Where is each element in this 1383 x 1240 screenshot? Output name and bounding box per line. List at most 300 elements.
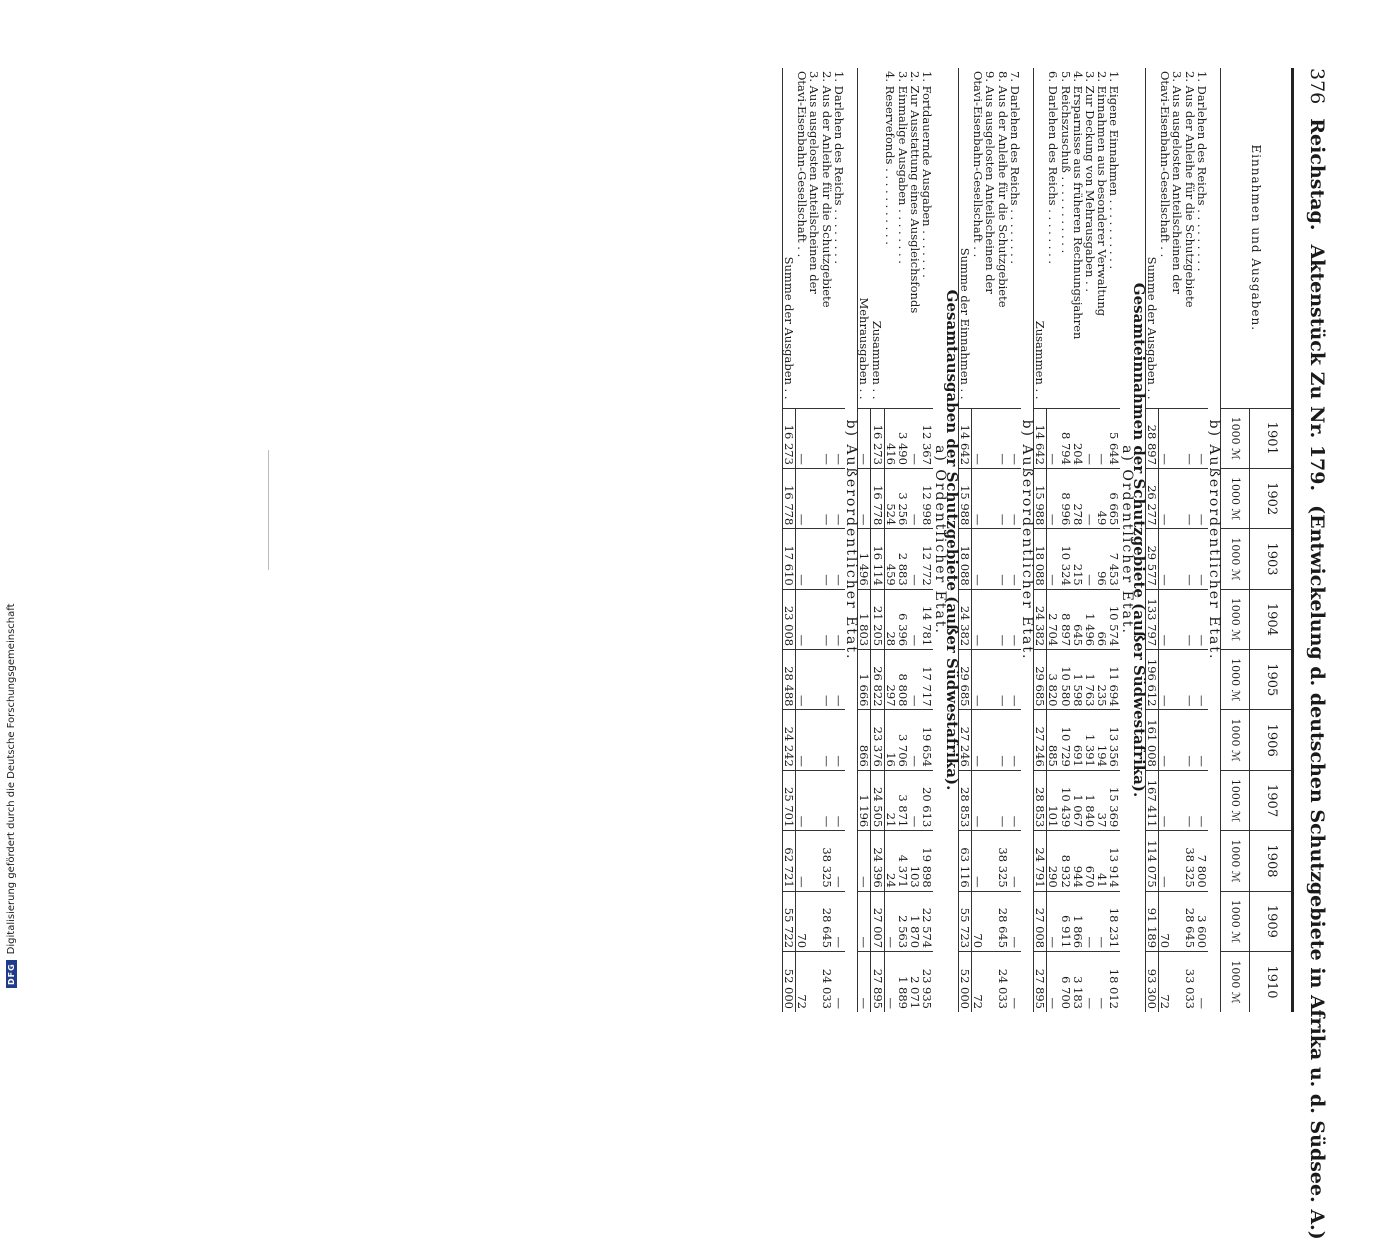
- table-cell: 8 996: [1059, 468, 1071, 528]
- table-cell: 645: [1072, 589, 1084, 649]
- page-header: [1296, 68, 1328, 1240]
- year-header: 1901: [1250, 408, 1291, 468]
- table-cell: 101: [1047, 770, 1060, 830]
- row-label: 1. Darlehen des Reichs . . . . . . . . .: [1194, 71, 1209, 272]
- table-cell: 72: [796, 952, 809, 1012]
- table-cell: —: [1158, 408, 1171, 468]
- table-cell: [984, 468, 996, 528]
- table-cell: —: [796, 408, 809, 468]
- table-cell: 37: [1096, 770, 1108, 830]
- table-cell: —: [858, 952, 871, 1012]
- row-label: 6. Darlehen des Reichs . . . . . . . .: [1045, 71, 1060, 265]
- table-cell: 16 273: [871, 408, 884, 468]
- table-cell: 14 781: [921, 589, 933, 649]
- table-cell: —: [796, 589, 809, 649]
- table-row: [796, 68, 809, 1012]
- table-cell: 10 580: [1059, 650, 1071, 710]
- table-cell: —: [971, 710, 984, 770]
- table-cell: 524: [884, 468, 897, 528]
- table-cell: —: [833, 529, 845, 589]
- row-label: 3. Aus ausgelosten Anteilscheinen der: [1170, 71, 1185, 294]
- table-cell: 6 396: [897, 589, 909, 649]
- table-cell: [1171, 529, 1183, 589]
- table-cell: 670: [1084, 831, 1096, 891]
- table-cell: 103: [909, 831, 921, 891]
- table-cell: 194: [1096, 710, 1108, 770]
- table-cell: 1 763: [1084, 650, 1096, 710]
- table-cell: —: [1183, 710, 1195, 770]
- table-cell: 24: [884, 831, 897, 891]
- table-cell: 18 088: [1033, 529, 1046, 589]
- table-cell: 12 998: [921, 468, 933, 528]
- table-cell: [808, 952, 820, 1012]
- table-cell: —: [1047, 952, 1060, 1012]
- table-cell: 25 701: [782, 770, 795, 830]
- unit-header: 1000 ℳ: [1221, 408, 1250, 468]
- row-label: 3. Einmalige Ausgaben . . . . . . . .: [895, 71, 910, 264]
- table-cell: 28 645: [1183, 891, 1195, 951]
- table-cell: 866: [858, 710, 871, 770]
- table-cell: —: [1047, 408, 1060, 468]
- table-cell: [1171, 770, 1183, 830]
- table-cell: 27 007: [871, 891, 884, 951]
- header-title-subject: (Entwickelung d. deutschen Schutzgebiete in Afrika u. d. Südsee. A.): [1306, 505, 1328, 1240]
- table-cell: 55 722: [782, 891, 795, 951]
- row-label: Mehrausgaben . .: [858, 68, 871, 408]
- table-cell: —: [821, 468, 833, 528]
- table-row: [897, 68, 909, 1012]
- table-cell: [1171, 468, 1183, 528]
- table-cell: —: [1196, 529, 1208, 589]
- table-cell: [808, 589, 820, 649]
- table-cell: 416: [884, 408, 897, 468]
- table-cell: 17 610: [782, 529, 795, 589]
- header-title-reichstag: Reichstag.: [1306, 118, 1328, 231]
- table-cell: 4 371: [897, 831, 909, 891]
- year-header: 1910: [1250, 952, 1291, 1012]
- table-cell: —: [796, 710, 809, 770]
- row-label: 2. Aus der Anleihe für die Schutzgebiete: [819, 71, 834, 308]
- table-cell: —: [1009, 952, 1021, 1012]
- table-cell: 28 853: [1033, 770, 1046, 830]
- table-cell: —: [909, 408, 921, 468]
- table-cell: 23 376: [871, 710, 884, 770]
- table-cell: 38 325: [1183, 831, 1195, 891]
- table-cell: 1 496: [1084, 589, 1096, 649]
- table-cell: 6 911: [1059, 891, 1071, 951]
- table-cell: —: [833, 831, 845, 891]
- table-cell: —: [833, 650, 845, 710]
- table-cell: 215: [1072, 529, 1084, 589]
- table-cell: —: [1084, 408, 1096, 468]
- table-cell: [1171, 891, 1183, 951]
- table-cell: [808, 770, 820, 830]
- table-row: [996, 68, 1008, 1012]
- table-cell: [984, 831, 996, 891]
- year-header: 1904: [1250, 589, 1291, 649]
- table-cell: 1 840: [1084, 770, 1096, 830]
- table-cell: —: [833, 952, 845, 1012]
- row-label: 7. Darlehen des Reichs . . . . . . . .: [1007, 71, 1022, 265]
- table-cell: 26 822: [871, 650, 884, 710]
- table-cell: —: [1196, 589, 1208, 649]
- table-cell: —: [1096, 408, 1108, 468]
- table-cell: —: [833, 891, 845, 951]
- section-title-text: Gesamtausgaben der Schutzgebiete (außer Südwestafrika).: [942, 289, 961, 791]
- table-cell: 1 866: [1072, 891, 1084, 951]
- year-header: 1906: [1250, 710, 1291, 770]
- table-cell: 28 645: [821, 891, 833, 951]
- table-cell: 29 685: [958, 650, 971, 710]
- table-cell: 1 196: [858, 770, 871, 830]
- unit-header: 1000 ℳ: [1221, 529, 1250, 589]
- subsection-title-text: b) Außerordentlicher Etat.: [843, 419, 860, 661]
- table-cell: —: [833, 770, 845, 830]
- table-row: [984, 68, 996, 1012]
- table-cell: 20 613: [921, 770, 933, 830]
- table-cell: 24 382: [1033, 589, 1046, 649]
- row-label: 3. Aus ausgelosten Anteilscheinen der: [807, 71, 822, 294]
- year-header: 1908: [1250, 831, 1291, 891]
- table-cell: —: [884, 952, 897, 1012]
- table-cell: 161 008: [1145, 710, 1158, 770]
- table-cell: 28 853: [958, 770, 971, 830]
- table-cell: —: [1196, 710, 1208, 770]
- table-cell: [1171, 650, 1183, 710]
- unit-header: 1000 ℳ: [1221, 831, 1250, 891]
- table-cell: 196 612: [1145, 650, 1158, 710]
- table-cell: —: [821, 408, 833, 468]
- table-cell: 38 325: [821, 831, 833, 891]
- table-cell: —: [1158, 529, 1171, 589]
- unit-header: 1000 ℳ: [1221, 710, 1250, 770]
- year-header: 1909: [1250, 891, 1291, 951]
- table-cell: —: [1158, 589, 1171, 649]
- table-cell: 13 356: [1108, 710, 1120, 770]
- table-cell: [1171, 408, 1183, 468]
- table-cell: —: [833, 468, 845, 528]
- table-cell: —: [1196, 650, 1208, 710]
- table-cell: —: [1084, 952, 1096, 1012]
- table-cell: [984, 891, 996, 951]
- year-header: 1902: [1250, 468, 1291, 528]
- table-cell: 70: [1158, 891, 1171, 951]
- row-label: 1. Eigene Einnahmen . . . . . . . . . .: [1107, 71, 1122, 270]
- table-cell: —: [796, 529, 809, 589]
- table-cell: —: [796, 650, 809, 710]
- table-cell: —: [996, 710, 1008, 770]
- table-cell: 28 897: [1145, 408, 1158, 468]
- table-cell: —: [858, 891, 871, 951]
- table-cell: 10 439: [1059, 770, 1071, 830]
- unit-header: 1000 ℳ: [1221, 770, 1250, 830]
- table-cell: 24 033: [821, 952, 833, 1012]
- table-cell: 1 067: [1072, 770, 1084, 830]
- unit-header: 1000 ℳ: [1221, 952, 1250, 1012]
- table-cell: —: [1009, 770, 1021, 830]
- table-cell: 8 932: [1059, 831, 1071, 891]
- row-label: 8. Aus der Anleihe für die Schutzgebiete: [995, 71, 1010, 308]
- sum-row: [871, 68, 884, 1012]
- row-label: Zusammen . .: [1033, 68, 1046, 408]
- credit-text: Digitalisierung gefördert durch die Deutsche Forschungsgemeinschaft: [5, 603, 17, 955]
- table-cell: —: [1196, 468, 1208, 528]
- table-cell: 5 644: [1108, 408, 1120, 468]
- gutter-line: [268, 450, 269, 570]
- table-cell: —: [1047, 468, 1060, 528]
- table-cell: —: [821, 770, 833, 830]
- section-title-text: Gesamteinnahmen der Schutzgebiete (außer Südwestafrika).: [1129, 282, 1148, 798]
- table-cell: —: [1158, 650, 1171, 710]
- table-cell: —: [1196, 952, 1208, 1012]
- table-cell: —: [1183, 650, 1195, 710]
- row-label: 9. Aus ausgelosten Anteilscheinen der: [983, 71, 998, 294]
- table-cell: 24 396: [871, 831, 884, 891]
- sum-row: [858, 68, 871, 1012]
- table-row: [1171, 68, 1183, 1012]
- table-cell: 28 488: [782, 650, 795, 710]
- table-cell: 6 665: [1108, 468, 1120, 528]
- table-cell: 24 791: [1033, 831, 1046, 891]
- table-cell: —: [971, 831, 984, 891]
- table-cell: 1 803: [858, 589, 871, 649]
- table-cell: —: [909, 710, 921, 770]
- table-cell: 23 008: [782, 589, 795, 649]
- table-cell: —: [1158, 770, 1171, 830]
- table-cell: 72: [971, 952, 984, 1012]
- table-cell: 29 685: [1033, 650, 1046, 710]
- table-cell: 27 895: [1033, 952, 1046, 1012]
- table-cell: —: [971, 468, 984, 528]
- table-cell: [808, 529, 820, 589]
- row-label: 5. Reichszuschuß . . . . . . . . . . .: [1058, 71, 1073, 254]
- table-row: [1059, 68, 1071, 1012]
- table-cell: —: [1158, 468, 1171, 528]
- table-cell: —: [909, 650, 921, 710]
- table-cell: 14 642: [958, 408, 971, 468]
- table-cell: 7 800: [1196, 831, 1208, 891]
- table-cell: [984, 589, 996, 649]
- table-cell: 93 300: [1145, 952, 1158, 1012]
- subsection-title: [1208, 68, 1221, 1012]
- table-cell: 944: [1072, 831, 1084, 891]
- table-cell: 12 367: [921, 408, 933, 468]
- row-label: 4. Ersparnisse aus früheren Rechnungsjahren: [1070, 71, 1085, 340]
- table-cell: 16 778: [782, 468, 795, 528]
- table-cell: —: [996, 529, 1008, 589]
- table-row: [808, 68, 820, 1012]
- subsection-title: [933, 68, 945, 1012]
- table-cell: [984, 952, 996, 1012]
- table-cell: 16 273: [782, 408, 795, 468]
- table-cell: 16 778: [871, 468, 884, 528]
- table-cell: 16: [884, 710, 897, 770]
- table-cell: 3 183: [1072, 952, 1084, 1012]
- finance-table: [782, 68, 1291, 1012]
- table-cell: 7 453: [1108, 529, 1120, 589]
- table-cell: 24 242: [782, 710, 795, 770]
- table-cell: 3 256: [897, 468, 909, 528]
- table-cell: 18 088: [958, 529, 971, 589]
- subsection-title-text: a) Ordentlicher Etat.: [1118, 445, 1135, 635]
- table-cell: 290: [1047, 831, 1060, 891]
- unit-header: 1000 ℳ: [1221, 468, 1250, 528]
- table-cell: 459: [884, 529, 897, 589]
- table-cell: 2 563: [897, 891, 909, 951]
- document-page: [312, 68, 1328, 1240]
- table-row: [884, 68, 897, 1012]
- table-row: [1047, 68, 1060, 1012]
- table-cell: —: [821, 529, 833, 589]
- table-cell: 26 277: [1145, 468, 1158, 528]
- table-cell: 33 033: [1183, 952, 1195, 1012]
- table-cell: 27 246: [1033, 710, 1046, 770]
- table-cell: —: [1084, 468, 1096, 528]
- table-cell: —: [1009, 408, 1021, 468]
- table-cell: 21: [884, 770, 897, 830]
- table-cell: 23 935: [921, 952, 933, 1012]
- table-cell: 96: [1096, 529, 1108, 589]
- table-cell: 91 189: [1145, 891, 1158, 951]
- table-cell: 72: [1158, 952, 1171, 1012]
- table-cell: 114 075: [1145, 831, 1158, 891]
- table-cell: 1 598: [1072, 650, 1084, 710]
- table-cell: —: [909, 589, 921, 649]
- table-cell: 63 116: [958, 831, 971, 891]
- row-label: 1. Fortdauernde Ausgaben . . . . . . .: [920, 71, 935, 278]
- table-cell: —: [1009, 468, 1021, 528]
- table-cell: —: [1158, 831, 1171, 891]
- table-cell: 18 231: [1108, 891, 1120, 951]
- sum-row: [782, 68, 795, 1012]
- row-label: 4. Reservefonds . . . . . . . . . . .: [883, 71, 898, 245]
- row-label: 1. Darlehen des Reichs . . . . . . . .: [831, 71, 846, 265]
- unit-header: 1000 ℳ: [1221, 589, 1250, 649]
- table-cell: —: [1009, 891, 1021, 951]
- subsection-title: [1120, 68, 1132, 1012]
- table-row: [971, 68, 984, 1012]
- table-cell: —: [833, 408, 845, 468]
- table-cell: 6 700: [1059, 952, 1071, 1012]
- table-cell: 27 895: [871, 952, 884, 1012]
- header-rule: [1291, 68, 1294, 1012]
- row-label: 2. Aus der Anleihe für die Schutzgebiete: [1182, 71, 1197, 308]
- table-cell: —: [1196, 408, 1208, 468]
- table-cell: —: [996, 468, 1008, 528]
- table-cell: —: [909, 468, 921, 528]
- table-row: [1158, 68, 1171, 1012]
- table-cell: —: [1183, 770, 1195, 830]
- table-cell: —: [1183, 468, 1195, 528]
- unit-header: 1000 ℳ: [1221, 650, 1250, 710]
- table-cell: 15 369: [1108, 770, 1120, 830]
- table-cell: 22 574: [921, 891, 933, 951]
- table-cell: [1171, 952, 1183, 1012]
- table-cell: 2 704: [1047, 589, 1060, 649]
- row-label: Zusammen . .: [870, 320, 885, 400]
- table-row: [1096, 68, 1108, 1012]
- table-cell: [808, 891, 820, 951]
- table-cell: 19 654: [921, 710, 933, 770]
- table-cell: 38 325: [996, 831, 1008, 891]
- year-header: 1903: [1250, 529, 1291, 589]
- table-cell: 19 898: [921, 831, 933, 891]
- table-cell: 3 871: [897, 770, 909, 830]
- table-cell: —: [833, 589, 845, 649]
- sum-row: [1033, 68, 1046, 1012]
- table-cell: 885: [1047, 710, 1060, 770]
- table-cell: [1171, 831, 1183, 891]
- table-cell: —: [1084, 891, 1096, 951]
- table-cell: 133 797: [1145, 589, 1158, 649]
- subsection-title-text: b) Außerordentlicher Etat.: [1018, 419, 1035, 661]
- table-cell: —: [1047, 891, 1060, 951]
- table-cell: 13 914: [1108, 831, 1120, 891]
- table-cell: 1 870: [909, 891, 921, 951]
- table-cell: 14 642: [1033, 408, 1046, 468]
- table-cell: —: [1047, 529, 1060, 589]
- table-cell: —: [1158, 710, 1171, 770]
- table-cell: [984, 770, 996, 830]
- row-label: Summe der Einnahmen . .: [958, 68, 971, 408]
- table-cell: 18 012: [1108, 952, 1120, 1012]
- subsection-title: [1021, 68, 1034, 1012]
- table-cell: 1 889: [897, 952, 909, 1012]
- table-cell: 55 723: [958, 891, 971, 951]
- table-cell: 24 382: [958, 589, 971, 649]
- table-cell: —: [909, 770, 921, 830]
- table-cell: —: [858, 408, 871, 468]
- table-cell: —: [971, 650, 984, 710]
- row-label: 3. Zur Deckung von Mehrausgaben . .: [1082, 71, 1097, 292]
- table-cell: —: [1183, 408, 1195, 468]
- subsection-title-text: b) Außerordentlicher Etat.: [1206, 419, 1222, 661]
- table-cell: 8 808: [897, 650, 909, 710]
- header-title-aktenstueck: Aktenstück Zu Nr. 179.: [1306, 244, 1328, 492]
- year-header: 1907: [1250, 770, 1291, 830]
- table-cell: 21 205: [871, 589, 884, 649]
- table-cell: [808, 408, 820, 468]
- table-cell: 16 114: [871, 529, 884, 589]
- row-label: Summe der Ausgaben . .: [782, 68, 795, 408]
- column-header-label: Einnahmen und Ausgaben.: [1221, 68, 1292, 408]
- table-cell: 3 706: [897, 710, 909, 770]
- subsection-title-text: a) Ordentlicher Etat.: [931, 445, 948, 635]
- table-cell: [984, 650, 996, 710]
- table-row: [1084, 68, 1096, 1012]
- table-cell: 27 246: [958, 710, 971, 770]
- table-cell: 2 071: [909, 952, 921, 1012]
- table-cell: —: [833, 710, 845, 770]
- table-cell: —: [909, 529, 921, 589]
- table-cell: —: [1009, 529, 1021, 589]
- table-cell: [808, 650, 820, 710]
- table-cell: [808, 710, 820, 770]
- table-cell: 66: [1096, 589, 1108, 649]
- table-cell: 167 411: [1145, 770, 1158, 830]
- table-cell: 8 897: [1059, 589, 1071, 649]
- table-cell: —: [1196, 770, 1208, 830]
- table-cell: 15 988: [958, 468, 971, 528]
- table-cell: 52 000: [782, 952, 795, 1012]
- table-cell: —: [1096, 952, 1108, 1012]
- table-cell: 27 008: [1033, 891, 1046, 951]
- row-label: 2. Einnahmen aus besonderer Verwaltung: [1095, 71, 1110, 317]
- table-cell: —: [1084, 529, 1096, 589]
- row-label: 2. Zur Ausstattung eines Ausgleichsfonds: [908, 71, 923, 314]
- table-cell: —: [1183, 529, 1195, 589]
- table-cell: [808, 831, 820, 891]
